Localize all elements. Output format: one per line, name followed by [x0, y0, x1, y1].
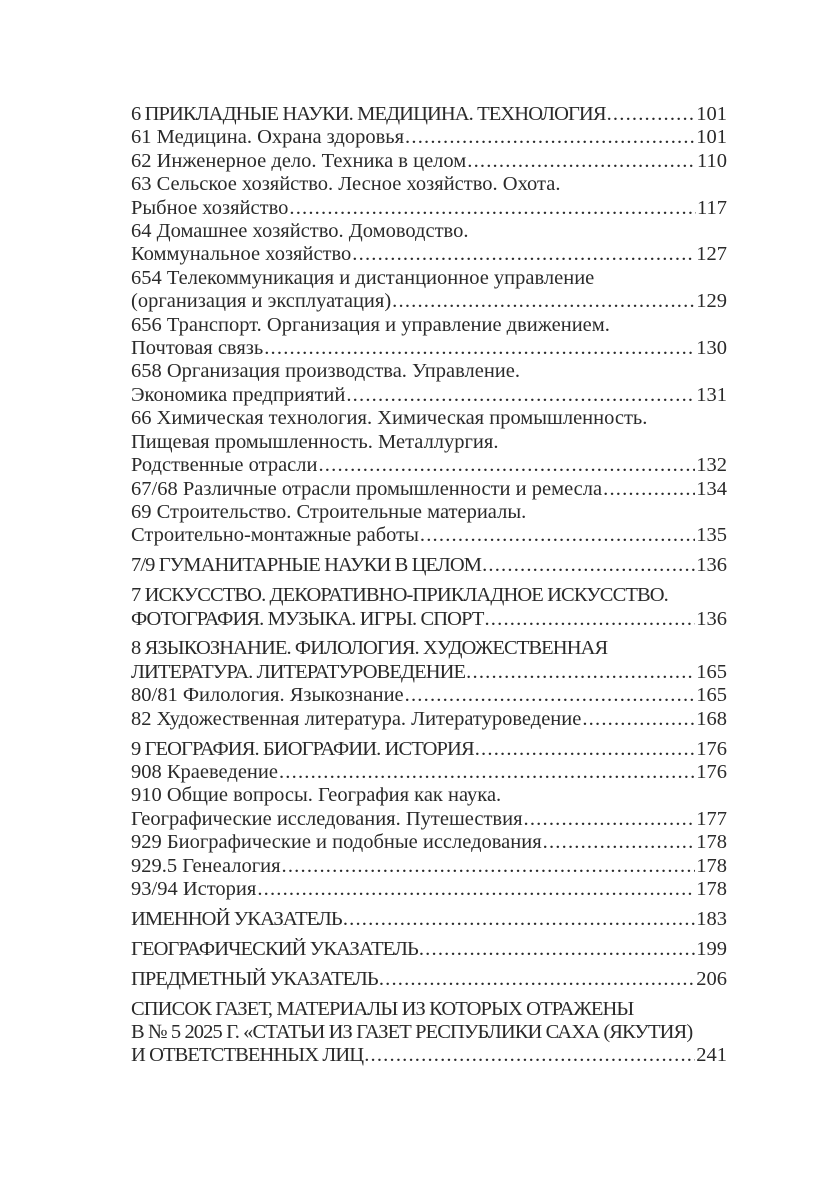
- toc-entry-line: [131, 554, 727, 577]
- toc-entry-line: [131, 197, 727, 220]
- toc-entry[interactable]: [131, 968, 727, 991]
- toc-page-number: 110: [697, 149, 727, 172]
- toc-entry-line: [131, 360, 727, 383]
- toc-entry-title: 8 ЯЗЫКОЗНАНИЕ. ФИЛОЛОГИЯ. ХУДОЖЕСТВЕННАЯ: [131, 637, 608, 660]
- toc-entry-title: 82 Художественная литература. Литературоведение: [131, 707, 582, 730]
- toc-entry[interactable]: [131, 784, 727, 831]
- toc-page-number: 165: [696, 660, 727, 683]
- toc-entry[interactable]: [131, 708, 727, 731]
- toc-entry-title: ИМЕННОЙ УКАЗАТЕЛЬ: [131, 907, 342, 930]
- toc-entry[interactable]: [131, 314, 727, 361]
- toc-page-number: 176: [696, 760, 727, 783]
- toc-entry-title: Экономика предприятий: [131, 383, 346, 406]
- toc-entry-title: Строительно-монтажные работы: [131, 524, 419, 547]
- toc-entry-title: 69 Строительство. Строительные материалы.: [131, 500, 527, 523]
- toc-page-number: 130: [696, 337, 727, 360]
- dot-leader: [405, 684, 696, 707]
- toc-entry-line: [131, 968, 727, 991]
- toc-page-number: 135: [696, 524, 727, 547]
- dot-leader: [379, 968, 695, 991]
- toc-entry-line: [131, 855, 727, 878]
- toc-entry[interactable]: [131, 554, 727, 577]
- toc-entry-title: И ОТВЕТСТВЕННЫХ ЛИЦ: [131, 1044, 364, 1067]
- toc-entry-line: [131, 761, 727, 784]
- dot-leader: [282, 855, 696, 878]
- toc-page-number: 101: [696, 103, 727, 125]
- toc-entry[interactable]: [131, 761, 727, 784]
- toc-entry-line: [131, 878, 727, 901]
- toc-entry[interactable]: [131, 584, 727, 631]
- toc-entry[interactable]: [131, 855, 727, 878]
- toc-entry[interactable]: [131, 103, 727, 126]
- toc-entry[interactable]: [131, 908, 727, 931]
- toc-page-number: 178: [696, 854, 727, 877]
- dot-leader: [257, 878, 695, 901]
- toc-entry[interactable]: [131, 150, 727, 173]
- toc-entry-line: [131, 908, 727, 931]
- toc-entry-title: 62 Инженерное дело. Техника в целом: [131, 149, 467, 172]
- toc-entry-line: [131, 173, 727, 196]
- toc-entry-line: [131, 478, 727, 501]
- toc-page-number: 165: [696, 684, 727, 707]
- dot-leader: [524, 808, 696, 831]
- dot-leader: [420, 524, 695, 547]
- toc-entry-title: 66 Химическая технология. Химическая промышленность.: [131, 407, 648, 430]
- toc-page-number: 132: [696, 454, 727, 477]
- toc-page-number: 131: [696, 383, 727, 406]
- toc-entry-line: [131, 384, 727, 407]
- toc-entry-line: [131, 290, 727, 313]
- toc-entry[interactable]: [131, 831, 727, 854]
- toc-entry-title: 9 ГЕОГРАФИЯ. БИОГРАФИИ. ИСТОРИЯ: [131, 737, 474, 760]
- toc-entry-title: 7/9 ГУМАНИТАРНЫЕ НАУКИ В ЦЕЛОМ: [131, 554, 482, 577]
- toc-entry[interactable]: [131, 738, 727, 761]
- toc-entry-title: Коммунальное хозяйство: [131, 243, 352, 266]
- dot-leader: [484, 608, 695, 631]
- toc-entry-line: [131, 454, 727, 477]
- toc-page-number: 129: [696, 290, 727, 313]
- toc-entry-title: В № 5 2025 Г. «СТАТЬИ ИЗ ГАЗЕТ РЕСПУБЛИКИ САХА (ЯКУТИЯ): [131, 1021, 693, 1044]
- toc-entry-line: [131, 784, 727, 807]
- toc-entry-title: 6 ПРИКЛАДНЫЕ НАУКИ. МЕДИЦИНА. ТЕХНОЛОГИЯ: [131, 103, 606, 125]
- toc-entry-line: [131, 808, 727, 831]
- dot-leader: [607, 103, 696, 126]
- toc-entry-title: ГЕОГРАФИЧЕСКИЙ УКАЗАТЕЛЬ: [131, 937, 418, 960]
- toc-entry[interactable]: [131, 126, 727, 149]
- toc-page-number: 178: [696, 831, 727, 854]
- dot-leader: [279, 761, 695, 784]
- toc-entry-title: 67/68 Различные отрасли промышленности и ремесла: [131, 477, 603, 500]
- toc-entry[interactable]: [131, 501, 727, 548]
- toc-entry-line: [131, 584, 727, 607]
- toc-entry[interactable]: [131, 173, 727, 220]
- toc-entry-line: [131, 998, 727, 1021]
- toc-entry-title: 64 Домашнее хозяйство. Домоводство.: [131, 220, 469, 243]
- toc-entry[interactable]: [131, 360, 727, 407]
- dot-leader: [264, 337, 695, 360]
- toc-entry-line: [131, 103, 727, 126]
- toc-page-number: 117: [697, 196, 727, 219]
- toc-page-number: 178: [696, 878, 727, 900]
- toc-entry[interactable]: [131, 478, 727, 501]
- toc-page-number: 101: [696, 126, 727, 149]
- toc-entry[interactable]: [131, 407, 727, 477]
- toc-entry-title: Пищевая промышленность. Металлургия.: [131, 430, 499, 453]
- toc-entry-line: [131, 938, 727, 961]
- toc-entry-title: 80/81 Филология. Языкознание: [131, 684, 404, 707]
- dot-leader: [405, 126, 695, 149]
- toc-entry-title: Географические исследования. Путешествия: [131, 807, 523, 830]
- dot-leader: [343, 908, 695, 931]
- dot-leader: [603, 478, 695, 501]
- toc-page-number: 199: [696, 937, 727, 960]
- toc-entry-line: [131, 220, 727, 243]
- toc-entry-title: ЛИТЕРАТУРА. ЛИТЕРАТУРОВЕДЕНИЕ: [131, 660, 466, 683]
- toc-entry-title: 929.5 Генеалогия: [131, 854, 281, 877]
- toc-entry-line: [131, 314, 727, 337]
- toc-entry-line: [131, 1021, 727, 1044]
- dot-leader: [318, 454, 695, 477]
- toc-entry-title: СПИСОК ГАЗЕТ, МАТЕРИАЛЫ ИЗ КОТОРЫХ ОТРАЖЕНЫ: [131, 997, 634, 1020]
- toc-entry-title: 658 Организация производства. Управление.: [131, 360, 520, 383]
- toc-entry[interactable]: [131, 267, 727, 314]
- toc-entry-title: 63 Сельское хозяйство. Лесное хозяйство. Охота.: [131, 173, 561, 196]
- dot-leader: [346, 384, 695, 407]
- toc-entry-line: [131, 661, 727, 684]
- toc-entry-title: Почтовая связь: [131, 337, 264, 360]
- toc-entry-line: [131, 243, 727, 266]
- toc-entry-line: [131, 407, 727, 430]
- toc-entry-line: [131, 708, 727, 731]
- toc-entry-title: 7 ИСКУССТВО. ДЕКОРАТИВНО-ПРИКЛАДНОЕ ИСКУССТВО.: [131, 584, 668, 607]
- toc-entry-line: [131, 637, 727, 660]
- dot-leader: [392, 290, 695, 313]
- dot-leader: [582, 708, 695, 731]
- toc-entry-title: ПРЕДМЕТНЫЙ УКАЗАТЕЛЬ: [131, 967, 378, 990]
- dot-leader: [364, 1044, 695, 1067]
- toc-entry-line: [131, 126, 727, 149]
- toc-page-number: 127: [696, 243, 727, 266]
- dot-leader: [482, 554, 695, 577]
- toc-entry-title: 908 Краеведение: [131, 760, 278, 783]
- toc-entry-line: [131, 684, 727, 707]
- dot-leader: [475, 738, 696, 761]
- toc-entry-line: [131, 431, 727, 454]
- toc-entry-title: Родственные отрасли: [131, 454, 318, 477]
- toc-page-number: 136: [696, 607, 727, 630]
- toc-entry-line: [131, 608, 727, 631]
- toc-entry-title: (организация и эксплуатация): [131, 290, 392, 313]
- toc-page-number: 206: [696, 967, 727, 990]
- toc-page-number: 177: [696, 807, 727, 830]
- toc-entry-title: 929 Биографические и подобные исследования: [131, 831, 542, 854]
- toc-entry-line: [131, 501, 727, 524]
- table-of-contents: [131, 103, 727, 1068]
- dot-leader: [289, 197, 696, 220]
- toc-entry[interactable]: [131, 938, 727, 961]
- toc-page-number: 183: [696, 907, 727, 930]
- toc-entry[interactable]: [131, 220, 727, 267]
- toc-entry[interactable]: [131, 878, 727, 901]
- toc-entry-title: 654 Телекоммуникация и дистанционное управление: [131, 266, 595, 289]
- dot-leader: [467, 150, 696, 173]
- toc-entry-title: 61 Медицина. Охрана здоровья: [131, 126, 405, 149]
- toc-entry-title: 910 Общие вопросы. География как наука.: [131, 784, 502, 807]
- dot-leader: [352, 243, 695, 266]
- toc-page-number: 134: [696, 477, 727, 500]
- toc-page-number: 241: [696, 1044, 727, 1067]
- toc-entry-line: [131, 267, 727, 290]
- toc-entry-line: [131, 1044, 727, 1067]
- toc-page-number: 136: [696, 554, 727, 577]
- toc-entry[interactable]: [131, 637, 727, 684]
- toc-entry-line: [131, 738, 727, 761]
- toc-entry-title: 656 Транспорт. Организация и управление движением.: [131, 313, 610, 336]
- toc-entry-line: [131, 524, 727, 547]
- toc-entry-title: Рыбное хозяйство: [131, 196, 289, 219]
- toc-entry-title: ФОТОГРАФИЯ. МУЗЫКА. ИГРЫ. СПОРТ: [131, 607, 484, 630]
- toc-entry-title: 93/94 История: [131, 878, 257, 900]
- toc-page-number: 168: [696, 707, 727, 730]
- dot-leader: [419, 938, 695, 961]
- toc-entry-line: [131, 337, 727, 360]
- toc-entry[interactable]: [131, 998, 727, 1068]
- toc-entry[interactable]: [131, 684, 727, 707]
- dot-leader: [543, 831, 696, 854]
- toc-entry-line: [131, 150, 727, 173]
- toc-page-number: 176: [696, 737, 727, 760]
- toc-entry-line: [131, 831, 727, 854]
- dot-leader: [466, 661, 695, 684]
